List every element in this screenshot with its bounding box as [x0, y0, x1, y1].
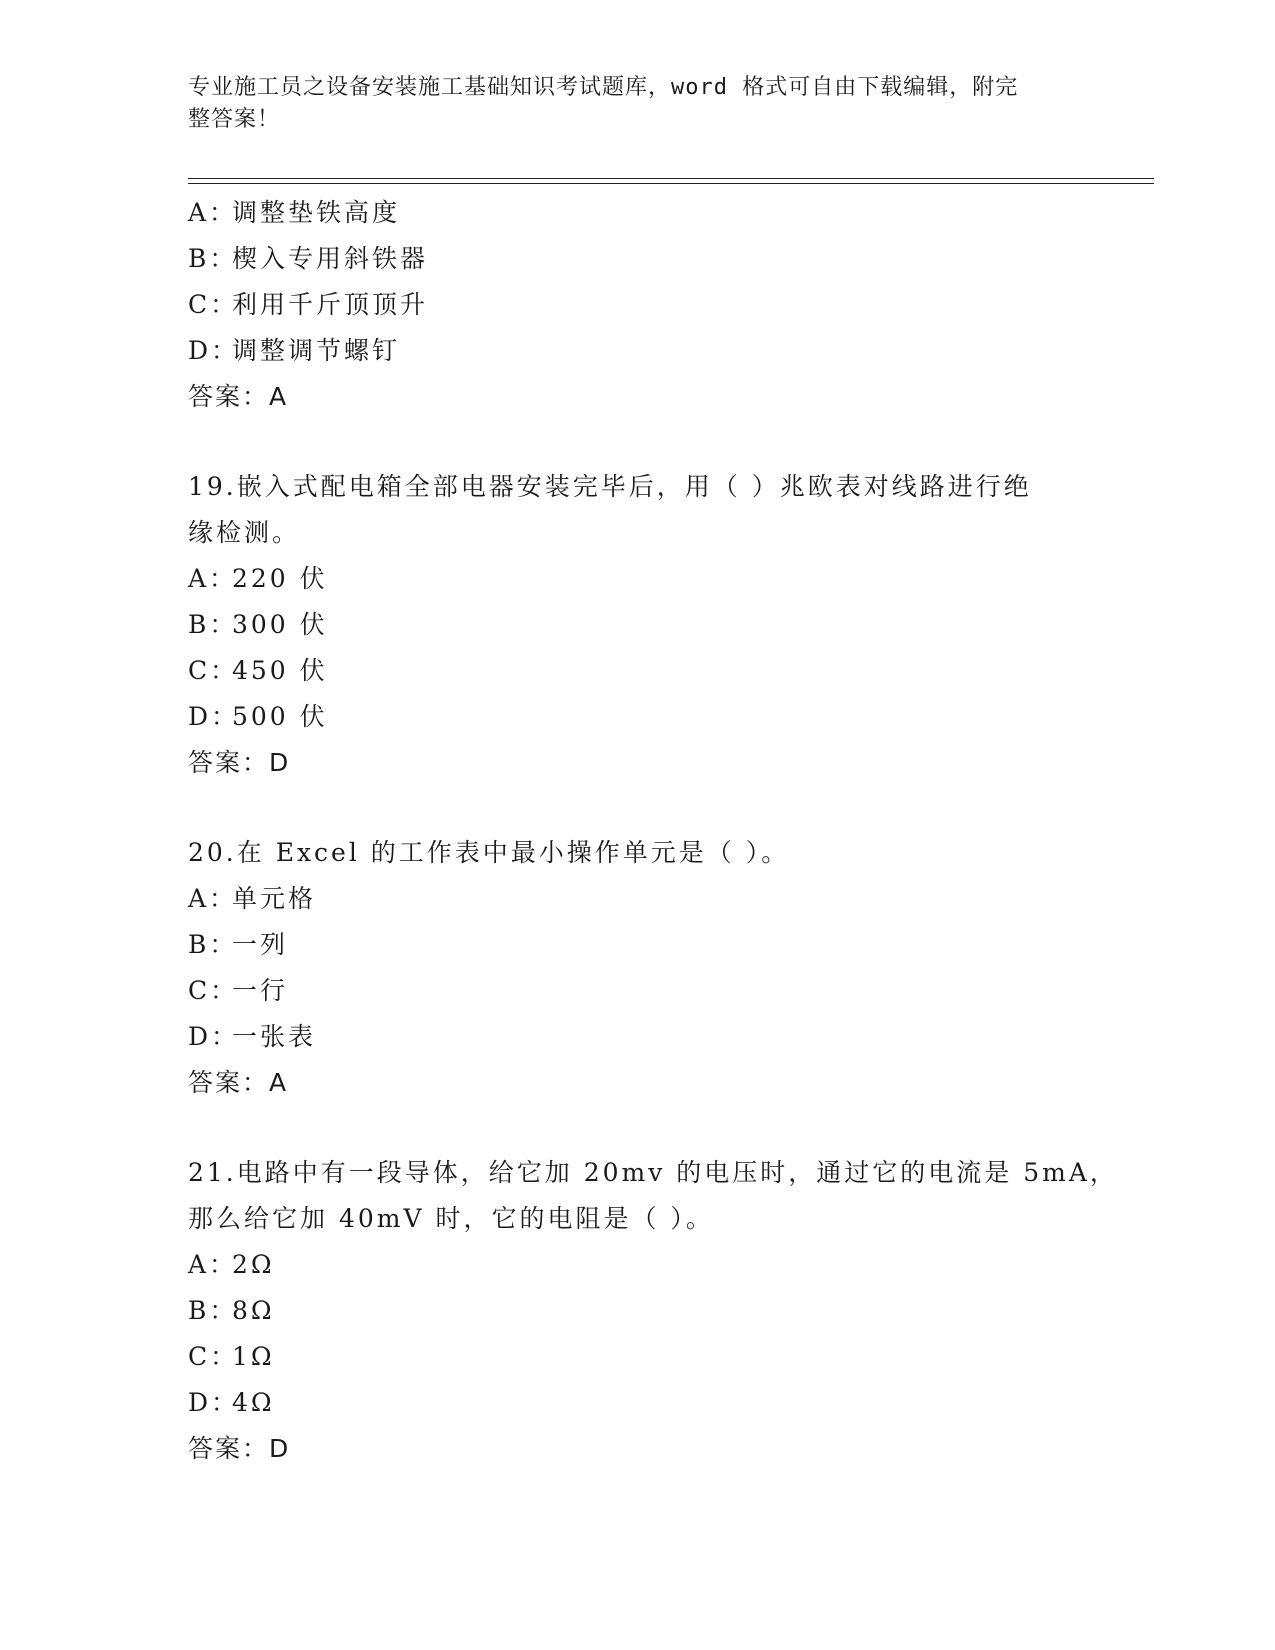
option-a: [188, 1242, 1088, 1288]
option-letter: A：: [188, 884, 238, 913]
option-text: 450 伏: [232, 656, 328, 685]
question-list: [188, 190, 1118, 1472]
option-letter: C：: [188, 290, 239, 319]
header-divider-top: [188, 178, 1154, 179]
question-block-18: [188, 190, 1088, 420]
answer-line: 答案：D: [188, 748, 291, 777]
option-text: 300 伏: [232, 610, 328, 639]
option-b: [188, 236, 1088, 282]
question-stem-line-1: 19.嵌入式配电箱全部电器安装完毕后，用（ ）兆欧表对线路进行绝: [188, 472, 1032, 501]
answer-line: 答案：A: [188, 1068, 289, 1097]
question-block-19: [188, 464, 1088, 786]
option-letter: C：: [188, 1342, 239, 1371]
option-c: [188, 282, 1088, 328]
spacer: [188, 420, 1088, 464]
option-d: [188, 694, 1088, 740]
option-letter: C：: [188, 976, 239, 1005]
option-letter: B：: [188, 610, 238, 639]
question-block-21: [188, 1150, 1118, 1472]
option-text: 220 伏: [232, 564, 328, 593]
document-header: [188, 72, 1068, 136]
option-text: 楔入专用斜铁器: [232, 244, 429, 273]
answer-line: 答案：A: [188, 382, 289, 411]
option-b: [188, 922, 1088, 968]
question-stem-line-2: 缘检测。: [188, 518, 301, 547]
option-text: 4Ω: [232, 1388, 275, 1417]
header-line-2: 整答案！: [188, 107, 281, 132]
option-a: [188, 190, 1088, 236]
option-text: 一列: [232, 930, 289, 959]
question-stem-line-1: 20.在 Excel 的工作表中最小操作单元是（ ）。: [188, 838, 790, 867]
option-b: [188, 1288, 1088, 1334]
option-letter: B：: [188, 1296, 238, 1325]
option-letter: D：: [188, 336, 240, 365]
option-c: [188, 648, 1088, 694]
option-d: [188, 1014, 1088, 1060]
option-letter: D：: [188, 1388, 240, 1417]
header-line-1: 专业施工员之设备安装施工基础知识考试题库，word 格式可自由下载编辑，附完: [188, 75, 1019, 100]
question-stem-line-1: 21.电路中有一段导体，给它加 20mv 的电压时，通过它的电流是 5mA，: [188, 1158, 1118, 1187]
option-text: 500 伏: [232, 702, 328, 731]
option-a: [188, 556, 1088, 602]
option-text: 1Ω: [232, 1342, 275, 1371]
option-letter: D：: [188, 702, 240, 731]
option-text: 2Ω: [232, 1250, 275, 1279]
option-d: [188, 1380, 1088, 1426]
option-letter: C：: [188, 656, 239, 685]
option-b: [188, 602, 1088, 648]
option-text: 一行: [232, 976, 289, 1005]
option-text: 利用千斤顶顶升: [232, 290, 429, 319]
option-text: 调整垫铁高度: [232, 198, 401, 227]
option-letter: D：: [188, 1022, 240, 1051]
option-text: 一张表: [232, 1022, 317, 1051]
option-c: [188, 1334, 1088, 1380]
option-letter: A：: [188, 198, 238, 227]
option-a: [188, 876, 1088, 922]
question-stem-line-2: 那么给它加 40mV 时，它的电阻是（ ）。: [188, 1204, 714, 1233]
option-text: 8Ω: [232, 1296, 275, 1325]
answer-line: 答案：D: [188, 1434, 291, 1463]
option-c: [188, 968, 1088, 1014]
option-text: 调整调节螺钉: [232, 336, 401, 365]
question-block-20: [188, 830, 1088, 1106]
option-letter: B：: [188, 244, 238, 273]
option-letter: A：: [188, 1250, 238, 1279]
header-divider-bottom: [188, 183, 1154, 184]
option-letter: B：: [188, 930, 238, 959]
option-letter: A：: [188, 564, 238, 593]
option-d: [188, 328, 1088, 374]
spacer: [188, 1106, 1088, 1150]
option-text: 单元格: [232, 884, 317, 913]
spacer: [188, 786, 1088, 830]
